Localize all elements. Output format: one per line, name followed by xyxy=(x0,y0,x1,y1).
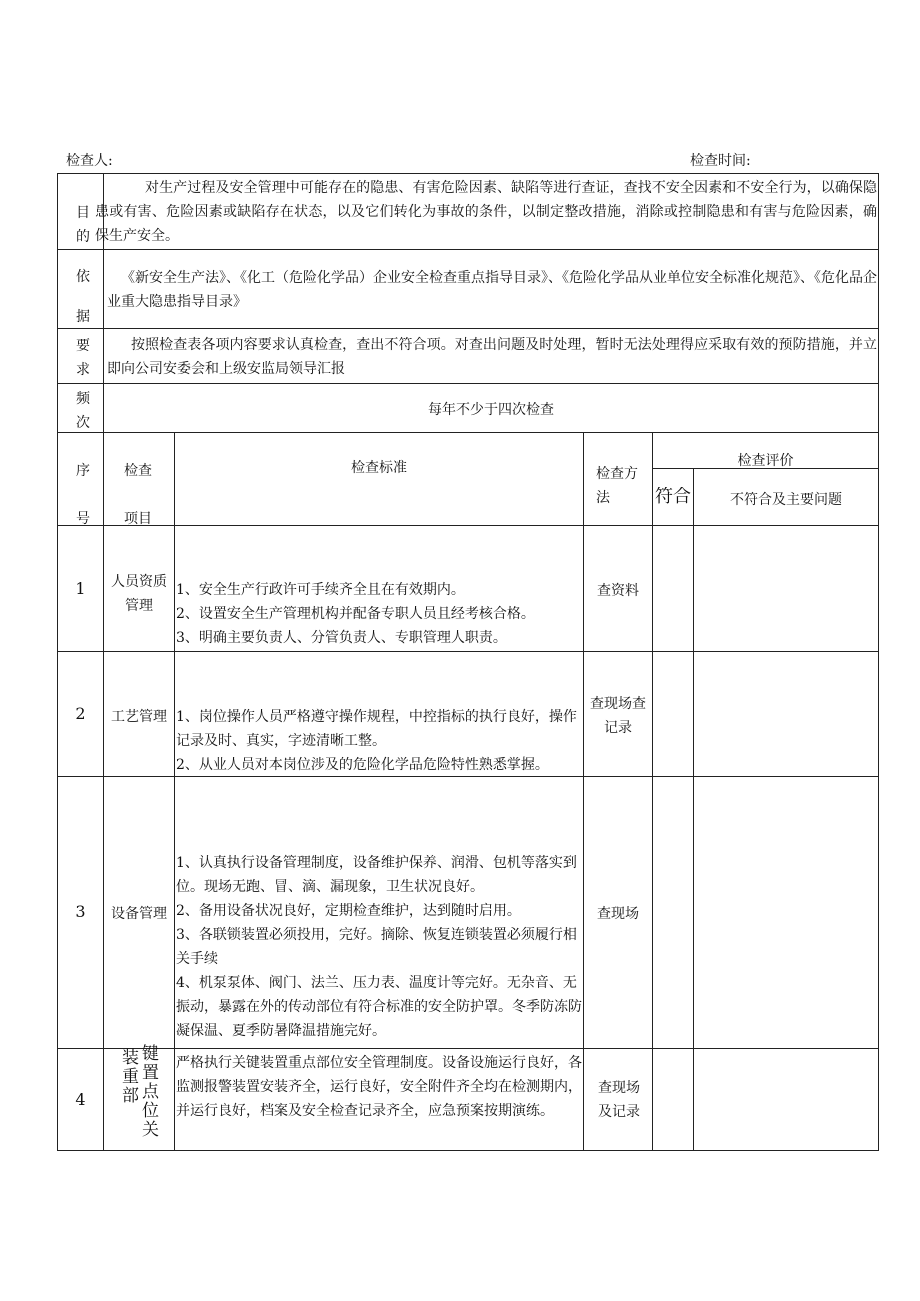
row-2-method: 查现场查记录 xyxy=(590,696,646,736)
table-border-top xyxy=(57,173,879,174)
row-4-item-left xyxy=(122,1049,139,1106)
row-2-standard-1: 1、岗位操作人员严格遵守操作规程，中控指标的执行良好，操作记录及时、真实，字迹清晰工整。 xyxy=(176,709,577,749)
table-row xyxy=(58,526,103,651)
row-4-item-left-3: 部 xyxy=(122,1086,139,1106)
col-item-bottom: 项目 xyxy=(124,511,152,527)
table-border-right xyxy=(878,173,879,1151)
row-3-standards xyxy=(176,851,582,1043)
requirement-label-1: 要 xyxy=(76,338,90,354)
row-4-item-right-5: 关 xyxy=(142,1120,159,1140)
row-3-item: 设备管理 xyxy=(111,906,167,922)
row-divider xyxy=(57,249,879,250)
row-4-method: 查现场及记录 xyxy=(598,1080,640,1120)
row-4-no: 4 xyxy=(75,1090,86,1109)
row-4-item xyxy=(104,1044,174,1150)
row-4-standard-1: 严格执行关键装置重点部位安全管理制度。设备设施运行良好，各监测报警装置安装齐全，运行良好，安全附件齐全均在检测期内，并运行良好，档案及安全检查记录齐全，应急预案按期演练。 xyxy=(176,1055,582,1119)
row-1-standard-2: 2、设置安全生产管理机构并配备专职人员且经考核合格。 xyxy=(176,606,535,622)
row-1-no: 1 xyxy=(75,579,86,598)
row-4-item-right-4: 位 xyxy=(142,1101,159,1121)
row-1-standards xyxy=(176,578,582,650)
purpose-text: 对生产过程及安全管理中可能存在的隐患、有害危险因素、缺陷等进行查证，查找不安全因素和不安全行为，以确保隐患或有害、危险因素或缺陷存在状态，以及它们转化为事故的条件，以制定整改措施，消除或控制隐患和有害与危险因素，确保生产安全。 xyxy=(95,180,877,244)
requirement-text: 按照检查表各项内容要求认真检查，查出不符合项。对查出问题及时处理，暂时无法处理得应采取有效的预防措施，并立即向公司安委会和上级安监局领导汇报 xyxy=(107,337,877,377)
purpose-label-2: 的 xyxy=(76,229,90,245)
row-divider xyxy=(57,328,879,329)
requirement-label-2: 求 xyxy=(76,362,90,378)
table-border-bottom xyxy=(57,1150,879,1151)
frequency-label-1: 频 xyxy=(76,391,90,407)
row-2-item: 工艺管理 xyxy=(111,709,167,725)
table-border-left xyxy=(57,173,58,1151)
row-divider xyxy=(57,651,879,652)
col-divider xyxy=(693,468,694,1151)
row-2-standard-2: 2、从业人员对本岗位涉及的危险化学品危险特性熟悉掌握。 xyxy=(176,757,549,773)
row-4-item-right xyxy=(142,1045,159,1140)
row-1-standard-1: 1、安全生产行政许可手续齐全且在有效期内。 xyxy=(176,582,465,598)
col-divider xyxy=(652,432,653,1151)
frequency-text: 每年不少于四次检查 xyxy=(428,402,554,418)
row-divider xyxy=(57,525,879,526)
row-3-standard-3: 3、各联锁装置必须投用，完好。摘除、恢复连锁装置必须履行相关手续 xyxy=(176,927,577,967)
row-3-standard-2: 2、备用设备状况良好，定期检查维护，达到随时启用。 xyxy=(176,903,521,919)
row-4-item-right-1: 键 xyxy=(142,1044,159,1064)
row-2-standards xyxy=(176,705,582,777)
col-standard: 检查标准 xyxy=(351,460,407,476)
row-1-method: 查资料 xyxy=(597,583,639,599)
row-4-standards xyxy=(176,1051,582,1123)
row-3-standard-1: 1、认真执行设备管理制度，设备维护保养、润滑、包机等落实到位。现场无跑、冒、滴、漏现象，卫生状况良好。 xyxy=(176,855,577,895)
purpose-label-1: 目 xyxy=(76,205,90,221)
row-2-no: 2 xyxy=(75,704,86,723)
col-divider xyxy=(583,432,584,1151)
col-nonconform: 不符合及主要问题 xyxy=(730,492,842,508)
col-method: 检查方法 xyxy=(596,466,638,506)
row-divider xyxy=(57,1048,879,1049)
row-1-item: 人员资质管理 xyxy=(111,574,167,614)
row-divider xyxy=(57,383,879,384)
basis-text: 《新安全生产法》、《化工（危险化学品）企业安全检查重点指导目录》、《危险化学品从业单位安全标准化规范》、《危化品企业重大隐患指导目录》 xyxy=(107,270,877,310)
row-4-item-right-2: 置 xyxy=(142,1063,159,1083)
basis-label-2: 据 xyxy=(76,309,90,325)
frequency-label-2: 次 xyxy=(76,415,90,431)
row-4-item-right-3: 点 xyxy=(142,1082,159,1102)
col-item-top: 检查 xyxy=(124,463,152,479)
col-divider xyxy=(174,432,175,1151)
col-no-bottom: 号 xyxy=(76,511,90,527)
row-divider xyxy=(57,432,879,433)
row-4-item-left-1: 装 xyxy=(122,1048,139,1068)
col-evaluation: 检查评价 xyxy=(737,453,794,469)
inspector-label: 检查人: xyxy=(66,153,113,169)
inspection-time-label: 检查时间: xyxy=(690,153,751,169)
col-divider xyxy=(103,173,104,1151)
col-conform: 符合 xyxy=(655,487,691,507)
col-no-top: 序 xyxy=(76,463,90,479)
row-3-method: 查现场 xyxy=(597,906,639,922)
row-1-standard-3: 3、明确主要负责人、分管负责人、专职管理人职责。 xyxy=(176,630,507,646)
row-3-standard-4: 4、机泵泵体、阀门、法兰、压力表、温度计等完好。无杂音、无振动，暴露在外的传动部位有符合标准的安全防护罩。冬季防冻防凝保温、夏季防暑降温措施完好。 xyxy=(176,975,582,1039)
row-3-no: 3 xyxy=(75,902,86,921)
row-4-item-left-2: 重 xyxy=(122,1067,139,1087)
basis-label-1: 依 xyxy=(76,269,90,285)
